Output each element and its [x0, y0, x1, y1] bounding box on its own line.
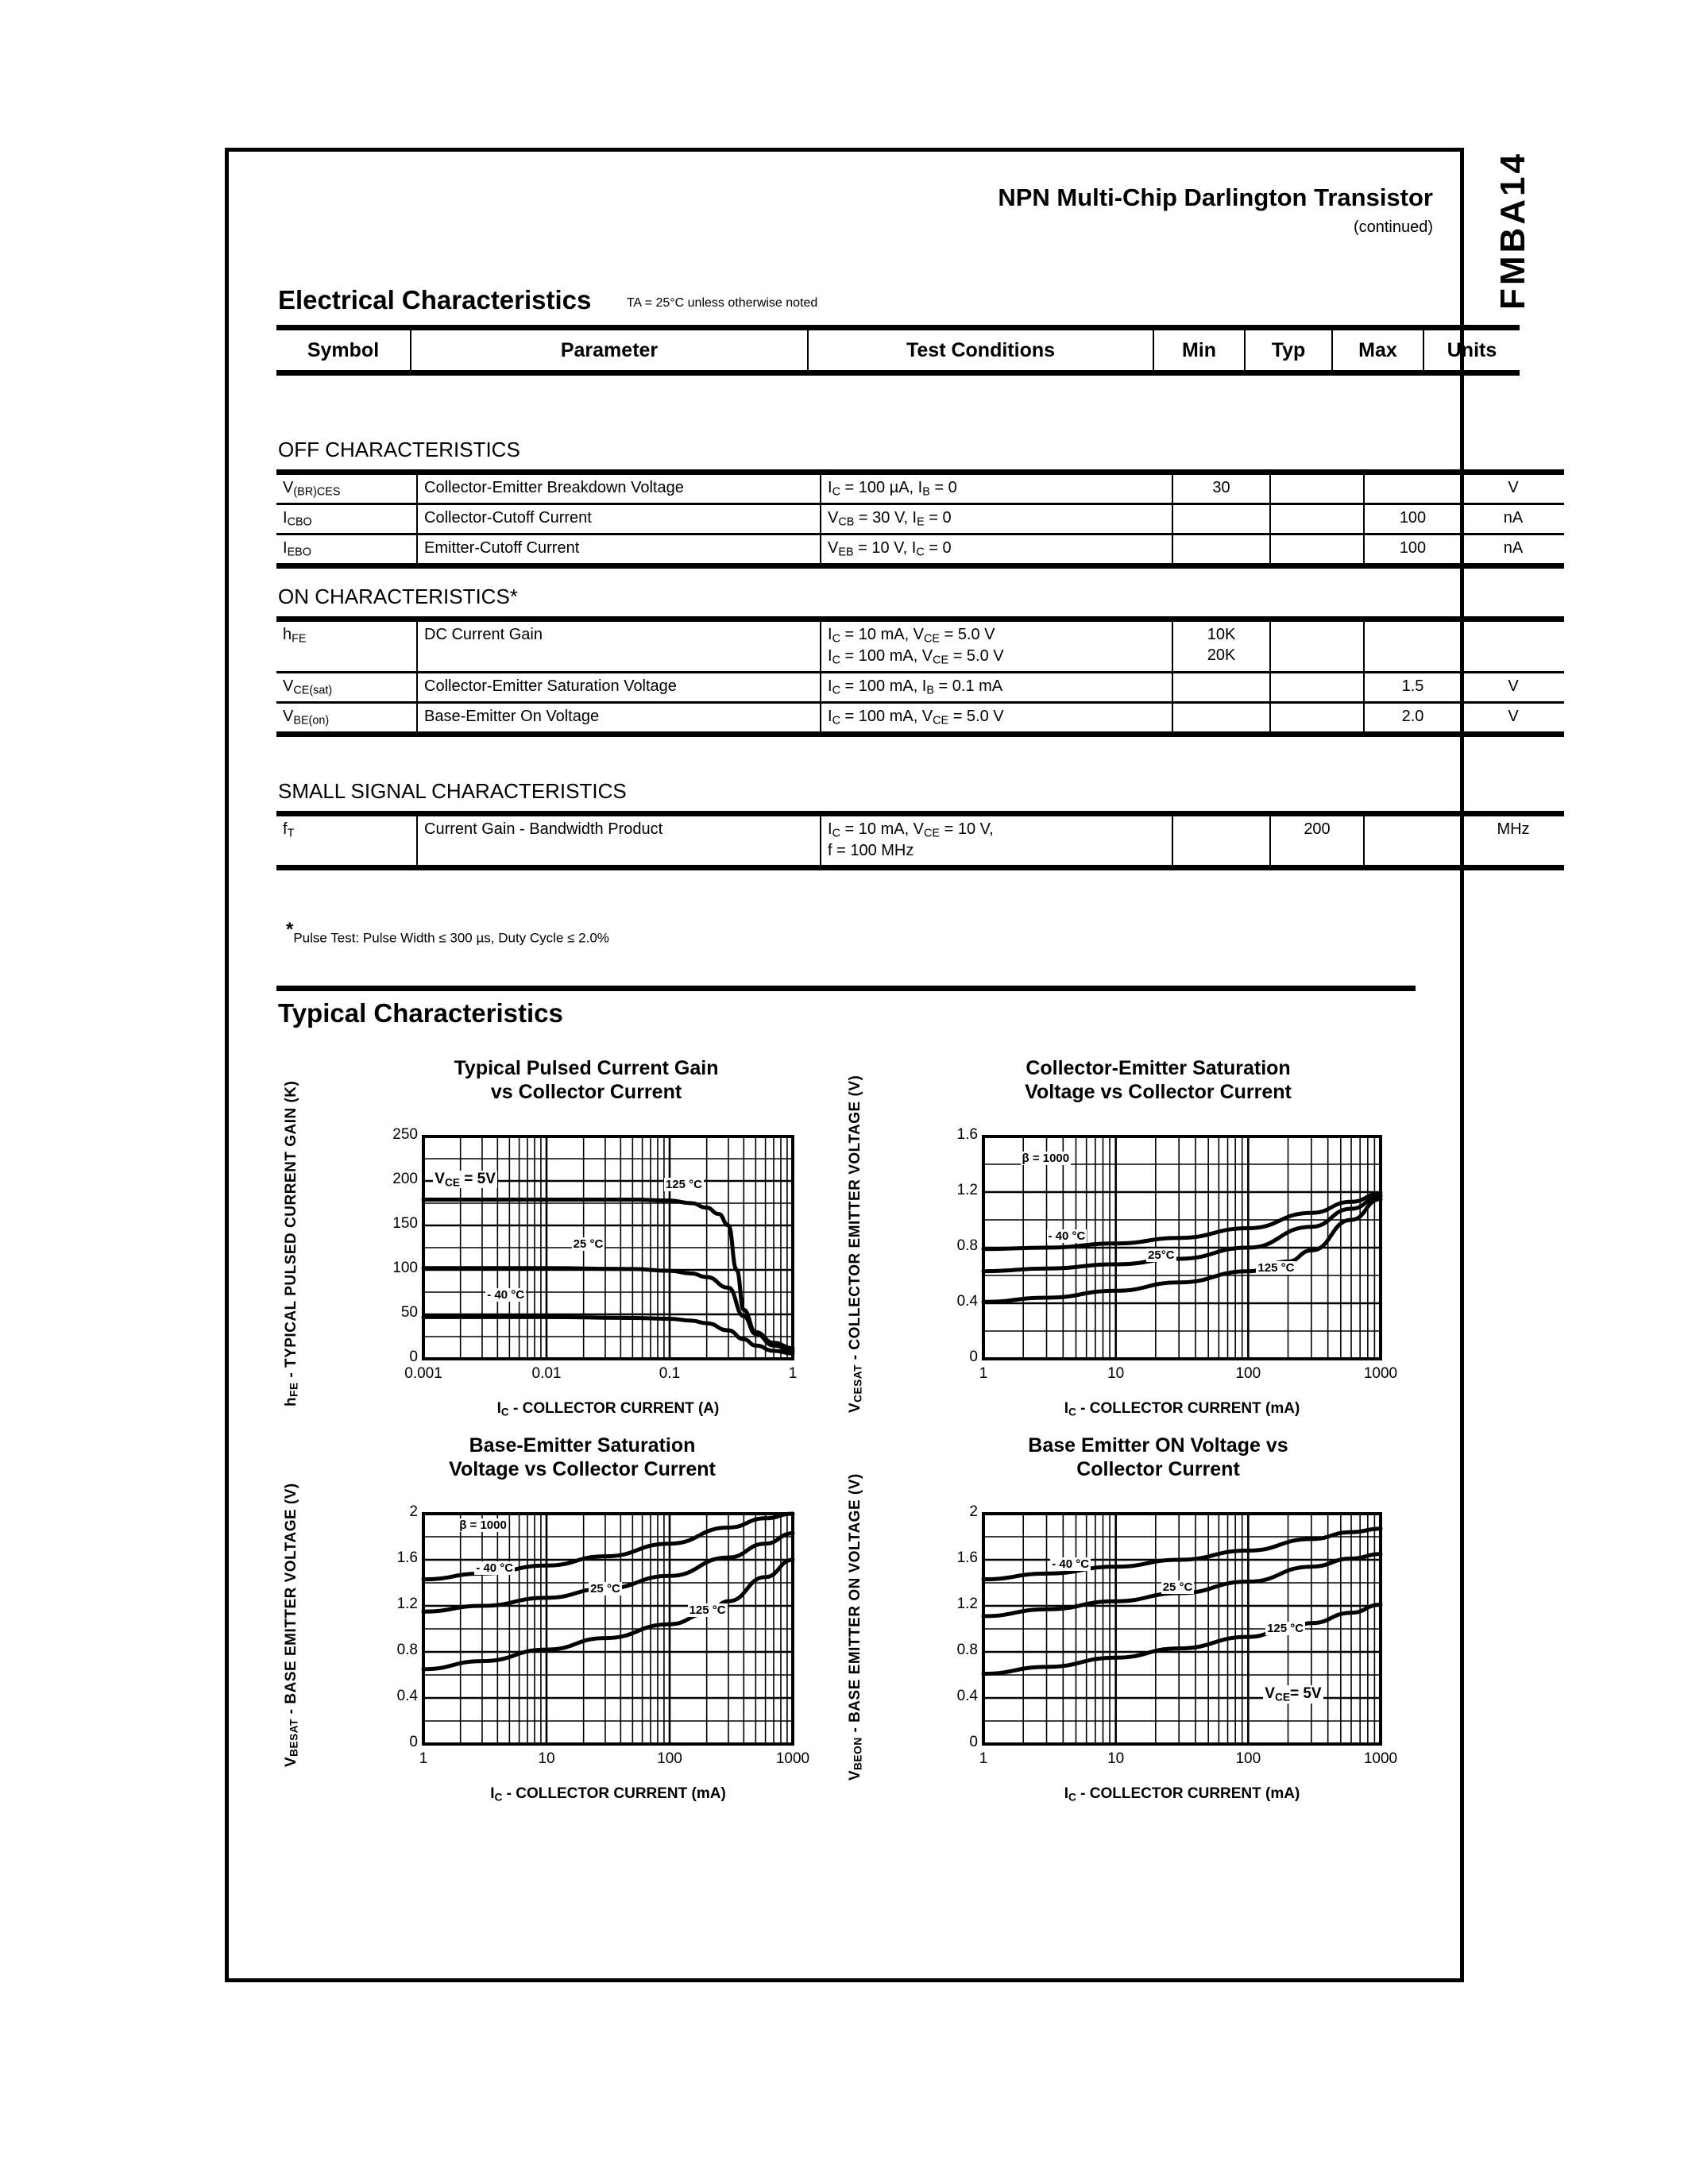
y-axis-label: $h_{FE}$ - TYPICAL PULSED CURRENT GAIN (K) [283, 1080, 300, 1406]
cell-typ [1270, 504, 1364, 534]
y-axis-tick: 0 [409, 1734, 418, 1750]
cell-parameter: Base-Emitter On Voltage [417, 703, 821, 735]
cell-units: V [1462, 703, 1564, 735]
page-subtitle: (continued) [1353, 218, 1433, 236]
chart-annotation: - 40 °C [1048, 1229, 1086, 1243]
cell-units: nA [1462, 504, 1564, 534]
table-row [276, 504, 1564, 534]
cell-max: 2.0 [1364, 703, 1462, 735]
y-axis-tick: 0.8 [956, 1642, 978, 1658]
cell-units: nA [1462, 534, 1564, 566]
group-label-on: ON CHARACTERISTICS* [278, 585, 518, 608]
chart-typical-pulsed-current-gain [268, 1057, 825, 1418]
cell-units: MHz [1462, 814, 1564, 868]
cell-symbol: $I_{EBO}$ [276, 534, 417, 566]
x-axis-label: $I_C$ - COLLECTOR CURRENT (mA) [1064, 1400, 1300, 1418]
table-row [276, 534, 1564, 566]
col-typ: Typ [1245, 328, 1332, 373]
x-axis-tick: 100 [1235, 1365, 1261, 1382]
chart-series-curve [983, 1605, 1381, 1674]
cell-max: 100 [1364, 534, 1462, 566]
y-axis-tick: 50 [400, 1304, 418, 1321]
y-axis-tick: 2 [409, 1503, 418, 1520]
chart-title-line: Collector-Emitter Saturation [1026, 1057, 1291, 1079]
cell-min [1172, 534, 1270, 566]
cell-symbol: $V_{BE(on)}$ [276, 703, 417, 735]
x-axis-tick: 1 [979, 1750, 988, 1767]
chart-series-curve [983, 1194, 1381, 1249]
cell-test-conditions: $I_C = 100$ µA, $I_B = 0$ [821, 473, 1172, 504]
chart-annotation: - 40 °C [1052, 1557, 1090, 1572]
table-row [276, 673, 1564, 703]
cell-max: 1.5 [1364, 673, 1462, 703]
cell-min [1172, 703, 1270, 735]
cell-min: 10K 20K [1172, 619, 1270, 673]
table-row [276, 619, 1564, 673]
cell-min [1172, 673, 1270, 703]
cell-typ [1270, 703, 1364, 735]
cell-test-conditions: $I_C = 100$ mA, $I_B = 0.1$ mA [821, 673, 1172, 703]
x-axis-tick: 1000 [1363, 1365, 1398, 1382]
x-axis-tick: 1000 [1363, 1750, 1398, 1767]
col-symbol: Symbol [276, 328, 411, 373]
x-axis-tick: 1 [979, 1365, 988, 1382]
cell-parameter: Current Gain - Bandwidth Product [417, 814, 821, 868]
cell-typ [1270, 673, 1364, 703]
chart-annotation: 125 °C [1267, 1622, 1304, 1636]
chart-series-curve [423, 1317, 793, 1353]
chart-collector-emitter-saturation-voltage [832, 1057, 1404, 1418]
chart-annotation: 125 °C [665, 1178, 702, 1191]
chart-title-line: Voltage vs Collector Current [1025, 1080, 1292, 1103]
spec-table-on-characteristics [276, 616, 1564, 737]
cell-symbol: $f_T$ [276, 814, 417, 868]
cell-test-conditions: $I_C = 10$ mA, $V_{CE} = 5.0$ V $I_C = 100$ mA, $V_{CE} = 5.0$ V [821, 619, 1172, 673]
x-axis-tick: 10 [538, 1750, 555, 1767]
chart-annotation: $V_{CE}= 5V$ [1265, 1685, 1322, 1704]
cell-symbol: $V_{CE(sat)}$ [276, 673, 417, 703]
footnote-text: Pulse Test: Pulse Width ≤ 300 µs, Duty Cycle ≤ 2.0% [293, 930, 609, 946]
cell-parameter: Emitter-Cutoff Current [417, 534, 821, 566]
x-axis-label: $I_C$ - COLLECTOR CURRENT (mA) [490, 1785, 726, 1804]
chart-annotation: 25 °C [573, 1237, 604, 1251]
y-axis-tick: 0.4 [956, 1688, 978, 1704]
group-label-small-signal: SMALL SIGNAL CHARACTERISTICS [278, 779, 627, 803]
y-axis-label: $V_{CESAT}$ - COLLECTOR EMITTER VOLTAGE (V) [847, 1075, 864, 1413]
chart-annotation: - 40 °C [487, 1287, 525, 1302]
y-axis-tick: 0.8 [956, 1237, 978, 1254]
cell-max [1364, 473, 1462, 504]
x-axis-tick: 1000 [775, 1750, 810, 1767]
part-number-side-label: FMBA14 [1493, 151, 1532, 311]
chart-series-curve [983, 1199, 1381, 1302]
test-conditions-note: TA = 25°C unless otherwise noted [626, 296, 818, 310]
cell-parameter: Collector-Cutoff Current [417, 504, 821, 534]
chart-title-line: Typical Pulsed Current Gain [454, 1057, 719, 1079]
x-axis-label: $I_C$ - COLLECTOR CURRENT (A) [496, 1400, 720, 1418]
cell-units [1462, 619, 1564, 673]
cell-symbol: $I_{CBO}$ [276, 504, 417, 534]
cell-min [1172, 814, 1270, 868]
chart-annotation: 25°C [1148, 1248, 1175, 1262]
x-axis-tick: 100 [657, 1750, 682, 1767]
col-units: Units [1423, 328, 1520, 373]
cell-units: V [1462, 673, 1564, 703]
cell-test-conditions: $V_{EB} = 10$ V, $I_C = 0$ [821, 534, 1172, 566]
group-label-off: OFF CHARACTERISTICS [278, 438, 520, 461]
y-axis-label: $V_{BESAT}$ - BASE EMITTER VOLTAGE (V) [283, 1483, 300, 1767]
table-row [276, 814, 1564, 868]
cell-typ [1270, 619, 1364, 673]
cell-test-conditions: $I_C = 100$ mA, $V_{CE} = 5.0$ V [821, 703, 1172, 735]
cell-min: 30 [1172, 473, 1270, 504]
chart-series-curve [983, 1196, 1381, 1271]
y-axis-tick: 250 [392, 1126, 418, 1143]
x-axis-tick: 1 [419, 1750, 428, 1767]
y-axis-tick: 2 [969, 1503, 978, 1520]
chart-title-line: Collector Current [1076, 1457, 1240, 1480]
chart-annotation: - 40 °C [476, 1561, 514, 1575]
chart-annotation: 25 °C [590, 1581, 620, 1596]
typical-characteristics-title: Typical Characteristics [278, 998, 563, 1028]
cell-max: 100 [1364, 504, 1462, 534]
cell-units: V [1462, 473, 1564, 504]
y-axis-tick: 200 [392, 1171, 418, 1187]
y-axis-tick: 1.6 [956, 1126, 978, 1143]
y-axis-tick: 0.4 [956, 1293, 978, 1310]
col-test-conditions: Test Conditions [808, 328, 1153, 373]
cell-typ: 200 [1270, 814, 1364, 868]
section-title: Electrical Characteristics [278, 285, 592, 314]
y-axis-tick: 1.2 [956, 1596, 978, 1612]
cell-test-conditions: $V_{CB} = 30$ V, $I_E = 0$ [821, 504, 1172, 534]
chart-title-line: Base-Emitter Saturation [469, 1434, 696, 1457]
x-axis-tick: 100 [1235, 1750, 1261, 1767]
chart-series-curve [423, 1200, 793, 1349]
asterisk-icon: * [286, 919, 294, 940]
y-axis-tick: 1.6 [396, 1549, 418, 1566]
y-axis-tick: 0 [409, 1349, 418, 1365]
typical-characteristics-divider [276, 986, 1416, 991]
x-axis-tick: 1 [788, 1365, 798, 1382]
chart-title-line: vs Collector Current [490, 1080, 682, 1103]
chart-annotation: β = 1000 [459, 1518, 507, 1532]
chart-annotation: β = 1000 [1022, 1151, 1070, 1165]
y-axis-tick: 0.8 [396, 1642, 418, 1658]
chart-annotation: 25 °C [1162, 1580, 1193, 1595]
col-parameter: Parameter [411, 328, 808, 373]
y-axis-tick: 0 [969, 1349, 978, 1365]
pulse-test-footnote [286, 919, 609, 946]
y-axis-tick: 100 [392, 1260, 418, 1276]
cell-parameter: DC Current Gain [417, 619, 821, 673]
table-row [276, 473, 1564, 504]
cell-typ [1270, 534, 1364, 566]
y-axis-tick: 0 [969, 1734, 978, 1750]
chart-title-line: Voltage vs Collector Current [449, 1457, 716, 1480]
y-axis-tick: 0.4 [396, 1688, 418, 1704]
x-axis-tick: 10 [1107, 1365, 1125, 1382]
x-axis-label: $I_C$ - COLLECTOR CURRENT (mA) [1064, 1785, 1300, 1804]
cell-symbol: $V_{(BR)CES}$ [276, 473, 417, 504]
cell-max [1364, 619, 1462, 673]
x-axis-tick: 0.1 [659, 1365, 681, 1382]
y-axis-tick: 1.2 [396, 1596, 418, 1612]
spec-table-off-characteristics [276, 469, 1564, 569]
chart-annotation: 125 °C [689, 1603, 726, 1618]
chart-annotation: $V_{CE} = 5V$ [435, 1171, 496, 1189]
page-title: NPN Multi-Chip Darlington Transistor [998, 183, 1433, 211]
chart-annotation: 125 °C [1257, 1260, 1295, 1275]
cell-min [1172, 504, 1270, 534]
cell-parameter: Collector-Emitter Breakdown Voltage [417, 473, 821, 504]
col-min: Min [1153, 328, 1245, 373]
cell-test-conditions: $I_C = 10$ mA, $V_{CE} = 10$ V, f = 100 MHz [821, 814, 1172, 868]
cell-symbol: $h_{FE}$ [276, 619, 417, 673]
cell-typ [1270, 473, 1364, 504]
chart-title-line: Base Emitter ON Voltage vs [1028, 1434, 1288, 1457]
spec-table-small-signal [276, 811, 1564, 870]
y-axis-tick: 1.6 [956, 1549, 978, 1566]
x-axis-tick: 0.01 [531, 1365, 562, 1382]
electrical-characteristics-heading [278, 285, 817, 315]
chart-base-emitter-on-voltage [832, 1434, 1404, 1804]
y-axis-tick: 1.2 [956, 1182, 978, 1198]
cell-max [1364, 814, 1462, 868]
cell-parameter: Collector-Emitter Saturation Voltage [417, 673, 821, 703]
y-axis-tick: 150 [392, 1215, 418, 1232]
x-axis-tick: 10 [1107, 1750, 1125, 1767]
chart-base-emitter-saturation-voltage [268, 1434, 825, 1804]
x-axis-tick: 0.001 [404, 1365, 442, 1382]
table-row [276, 703, 1564, 735]
col-max: Max [1332, 328, 1423, 373]
y-axis-label: $V_{BEON}$ - BASE EMITTER ON VOLTAGE (V) [847, 1473, 864, 1781]
spec-table-header [276, 325, 1520, 376]
